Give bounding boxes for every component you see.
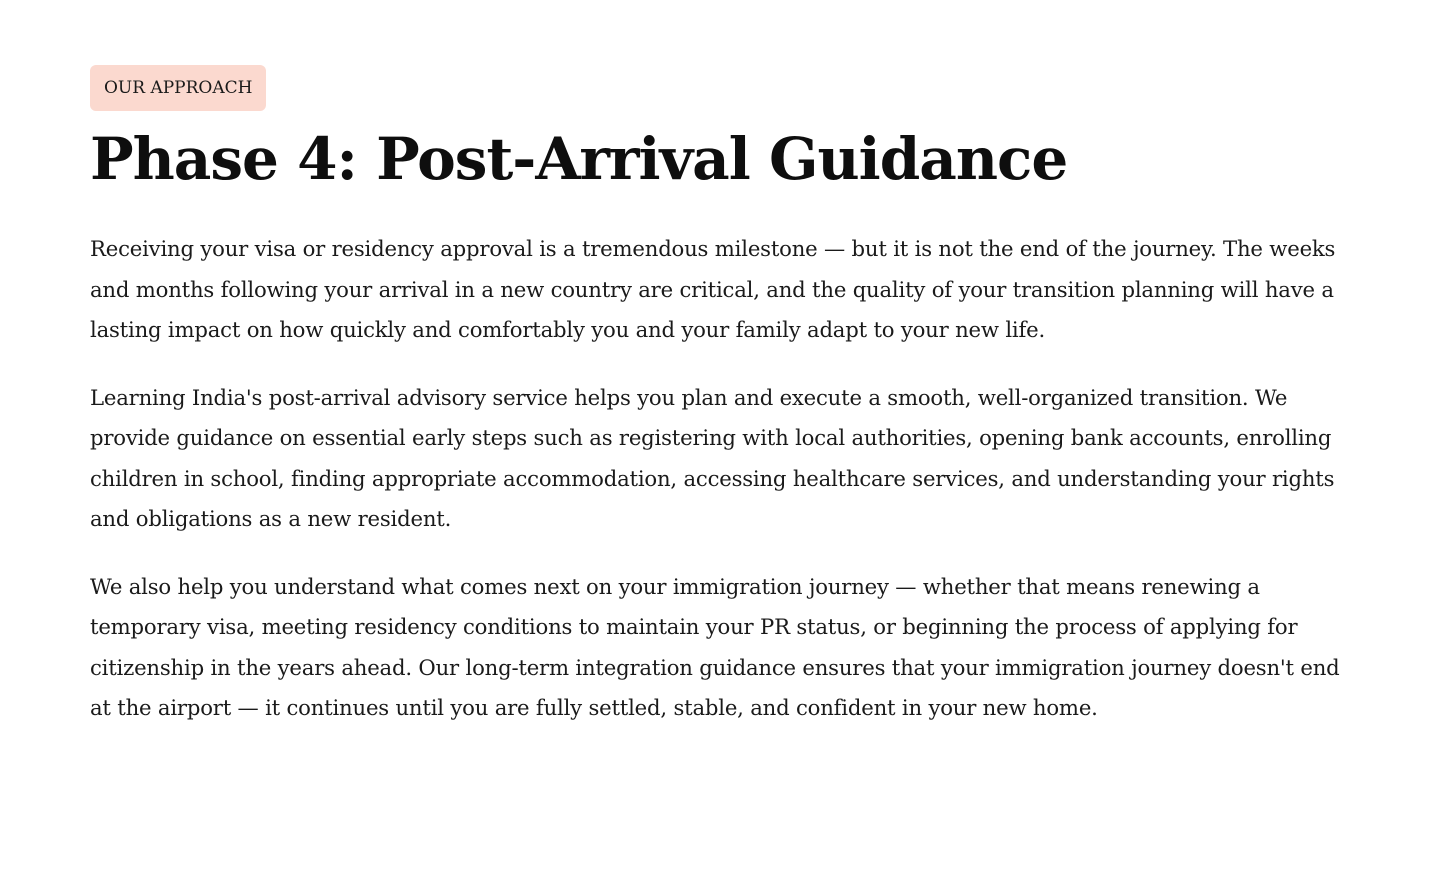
approach-section [90, 65, 1352, 729]
paragraph-next-steps: We also help you understand what comes next on your immigration journey — whether that means renewing a temporary visa, meeting residency conditions to maintain your PR status, or beginning the process of applying for citizenship in the years ahead. Our long-term integration guidance ensures that your immigration journey doesn't end at the airport — it continues until you are fully settled, stable, and confident in your new home. [90, 573, 1340, 720]
paragraph-post-arrival-service: Learning India's post-arrival advisory service helps you plan and execute a smooth, well-organized transition. We provide guidance on essential early steps such as registering with local authorities, opening bank accounts, enrolling children in school, finding appropriate accommodation, accessing healthcare services, and understanding your rights and obligations as a new resident. [90, 384, 1335, 531]
section-body [90, 229, 1352, 729]
section-eyebrow-badge: OUR APPROACH [90, 65, 266, 111]
page-title: Phase 4: Post-Arrival Guidance [90, 125, 1068, 193]
paragraph-visa-approval: Receiving your visa or residency approval is a tremendous milestone — but it is not the end of the journey. The weeks and months following your arrival in a new country are critical, and the quality of your transition planning will have a lasting impact on how quickly and comfortably you and your family adapt to your new life. [90, 236, 1336, 342]
